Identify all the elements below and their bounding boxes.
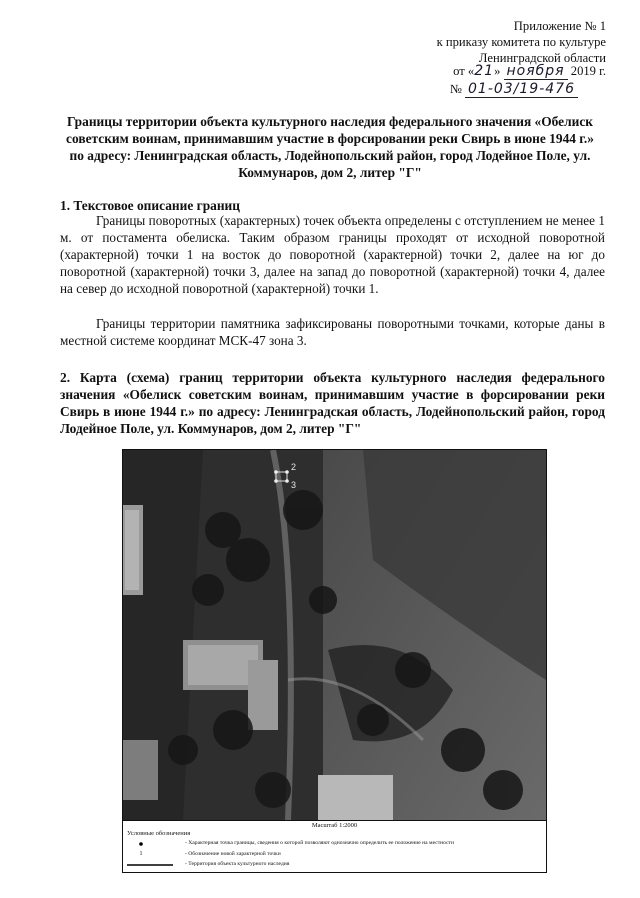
legend-item-number: [127, 851, 537, 859]
order-number: [450, 81, 578, 98]
region-name: Ленинградской области: [478, 51, 606, 65]
legend-line-text: - Территория объекта культурного наследия: [185, 861, 290, 867]
boundary-point-1-marker: [274, 470, 278, 474]
section1-paragraph1: Границы поворотных (характерных) точек объекта определены с отступлением не менее 1 м. от постамента обелиска. Таким образом границы проходят от исходной поворотной (характерной) точки 1 на восток до поворотной (характерной) точки 2, далее на юг до поворотной (характерной) точки 3, далее на запад до поворотной (характерной) точки 4, далее на север до исходной поворотной (характерной) точки 1.: [60, 213, 605, 296]
number-symbol: 1: [139, 851, 143, 857]
legend-title: Условные обозначения: [127, 830, 191, 837]
handwritten-number: 01-03/19-476: [465, 81, 578, 98]
legend-dot-text: - Характерная точка границы, сведения о которой позволяют однозначно определить ее положение на местности: [185, 840, 454, 846]
handwritten-day: 21: [474, 63, 495, 79]
order-date: [453, 63, 606, 80]
dot-symbol-icon: [127, 840, 155, 848]
line-symbol-icon: [127, 861, 173, 869]
order-reference: к приказу комитета по культуре: [436, 35, 606, 49]
legend-item-dot: [127, 840, 537, 848]
legend-item-line: [127, 861, 537, 869]
map-scale: Масштаб 1:2000: [311, 822, 358, 829]
map-legend: [122, 820, 547, 873]
date-prefix: от «: [453, 64, 475, 78]
boundary-point-3-marker: [285, 479, 289, 483]
document-title: Границы территории объекта культурного наследия федерального значения «Обелиск советским воинам, принимавшим участие в форсировании реки Свирь в июне 1944 г.» по адресу: Ленинградская область, Лодейнопольский район, город Лодейное Поле, ул. Коммунаров, дом 2, литер "Г": [66, 114, 594, 180]
aerial-photo: [123, 450, 546, 820]
point-label-2: 2: [291, 462, 297, 472]
section2-heading: 2. Карта (схема) границ территории объекта культурного наследия федерального значения «Обелиск советским воинам, принимавшим участие в форсировании реки Свирь в июне 1944 г.» по адресу: Ленинградская область, Лодейнопольский район, город Лодейное Поле, ул. Коммунаров, дом 2, литер "Г": [60, 370, 605, 436]
handwritten-month: ноября: [504, 63, 568, 80]
date-year: 2019 г.: [570, 64, 606, 78]
boundary-point-4-marker: [274, 479, 278, 483]
appendix-number: Приложение № 1: [513, 19, 606, 33]
legend-number-text: - Обозначение новой характерной точки: [185, 851, 281, 857]
point-label-3: 3: [291, 480, 297, 490]
date-mid: »: [494, 64, 501, 78]
section1-heading: 1. Текстовое описание границ: [60, 198, 240, 213]
section1-paragraph2: Границы территории памятника зафиксированы поворотными точками, которые даны в местной системе координат МСК-47 зона 3.: [60, 316, 605, 348]
number-prefix: №: [449, 82, 462, 96]
boundary-point-2-marker: [285, 470, 289, 474]
aerial-map: [122, 449, 547, 821]
